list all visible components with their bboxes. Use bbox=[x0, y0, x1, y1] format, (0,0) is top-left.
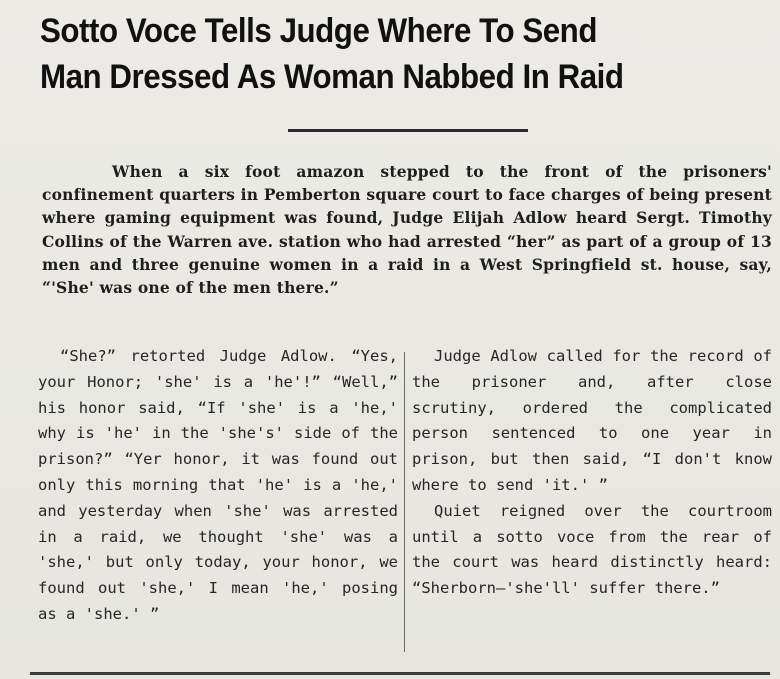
headline bbox=[40, 8, 684, 100]
headline-rule bbox=[288, 129, 528, 132]
right-column-paragraph-1: Judge Adlow called for the record of the prisoner and, after close scrutiny, ordered the complicated person sentenced to one year in prison, but then said, “I don't know where to send 'it.' ” bbox=[412, 347, 772, 494]
right-column-paragraph-2: Quiet reigned over the courtroom until a sotto voce from the rear of the court was heard distinctly heard: “Sherborn—'she'll' suffer there.” bbox=[412, 501, 772, 598]
column-divider bbox=[404, 352, 405, 652]
left-column-paragraph: “She?” retorted Judge Adlow. “Yes, your Honor; 'she' is a 'he'!” “Well,” his honor said, “If 'she' is a 'he,' why is 'he' in the 'she's' side of the prison?” “Yer honor, it was found out only this morning that 'he' is a 'he,' and yesterday when 'she' was arrested in a raid, we thought 'she' was a 'she,' but only today, your honor, we found out 'she,' I mean 'he,' posing as a 'she.' ” bbox=[38, 347, 398, 623]
lead-paragraph: When a six foot amazon stepped to the front of the prisoners' confinement quarters in Pemberton square court to face charges of being present where gaming equipment was found, Judge Elijah Adlow heard Sergt. Timothy Collins of the Warren ave. station who had arrested “her” as part of a group of 13 men and three genuine women in a raid in a West Springfield st. house, say, “'She' was one of the men there.” bbox=[42, 162, 772, 298]
bottom-rule bbox=[30, 672, 770, 675]
headline-line-2: Man Dressed As Woman Nabbed In Raid bbox=[40, 58, 624, 96]
left-column bbox=[38, 344, 398, 628]
headline-line-1: Sotto Voce Tells Judge Where To Send bbox=[40, 12, 597, 50]
right-column bbox=[412, 344, 772, 602]
